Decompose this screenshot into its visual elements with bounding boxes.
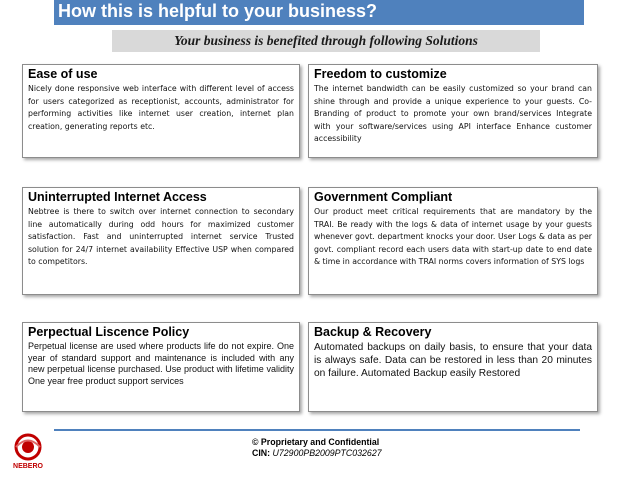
- box-government-compliant: [308, 187, 598, 295]
- page-title: How this is helpful to your business?: [58, 1, 378, 21]
- footer: [252, 437, 382, 459]
- box-heading: Ease of use: [28, 67, 98, 81]
- footer-proprietary: © Proprietary and Confidential: [252, 437, 380, 447]
- footer-cin: [252, 448, 382, 459]
- nebero-logo-icon: [6, 432, 50, 474]
- footer-cin-value: U72900PB2009PTC032627: [272, 448, 382, 458]
- page-subtitle: Your business is benefited through following Solutions: [174, 33, 478, 48]
- box-heading: Perpectual Liscence Policy: [28, 325, 190, 339]
- box-body: Nebtree is there to switch over internet connection to secondary line automatically during odd hours for maximized customer satisfaction. Fast and uninterrupted internet service Trusted solution for 24/7 internet availability Effective USP when compared to competitors.: [28, 207, 294, 267]
- nebero-logo-mark: [6, 432, 50, 464]
- box-perpetual-licence-policy: [22, 322, 300, 412]
- box-freedom-to-customize: [308, 64, 598, 158]
- box-heading: Freedom to customize: [314, 67, 447, 81]
- box-body: Nicely done responsive web interface with different level of access for users categorized as receptionist, accounts, administrator for performing activities like internet user creation, internet plan creation, generating reports etc.: [28, 84, 294, 131]
- box-body: Perpetual license are used where products life do not expire. One year of standard support and maintenance is included with any new perpetual license purchased. Use product with lifetime validity One year free product support services: [28, 341, 294, 386]
- footer-cin-label: CIN:: [252, 448, 271, 458]
- logo-text: NEBERO: [13, 463, 43, 470]
- title-bar: [54, 0, 584, 25]
- box-heading: Backup & Recovery: [314, 325, 432, 339]
- box-body: Our product meet critical requirements that are mandatory by the TRAI. Be ready with the logs & data of internet usage by your guests whenever govt. department knocks your door. User Logs & data as per govt. compliant record each users data with start-up date to end date & time in accordance with TRAI norms covers information of SYS logs: [314, 207, 592, 267]
- box-body: Automated backups on daily basis, to ensure that your data is always safe. Data can be restored in less than 20 minutes on failure. Automated Backup easily Restored: [314, 342, 592, 380]
- box-uninterrupted-internet-access: [22, 187, 300, 295]
- box-backup-recovery: [308, 322, 598, 412]
- box-heading: Uninterrupted Internet Access: [28, 190, 207, 204]
- footer-divider: [54, 429, 580, 431]
- box-heading: Government Compliant: [314, 190, 453, 204]
- box-body: The internet bandwidth can be easily customized so your brand can shine through and provide a unique experience to your guests. Co-Branding of product to promote your own brand/services Integrate with your software/services using API interface Enhance customer accessibility: [314, 84, 592, 144]
- box-ease-of-use: [22, 64, 300, 158]
- subtitle-bar: [112, 30, 540, 52]
